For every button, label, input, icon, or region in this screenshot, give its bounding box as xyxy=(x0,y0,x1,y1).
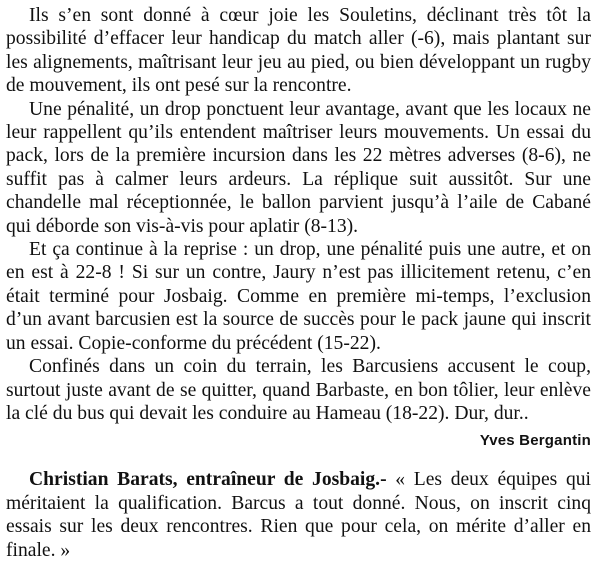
quote-block xyxy=(6,468,591,562)
article-paragraph-4: Confinés dans un coin du terrain, les Barcusiens accusent le coup, surtout juste avant de se quitter, quand Barbaste, en bon tôlier, leur enlève la clé du bus qui devait les conduire au Hameau (18-22). Dur, dur.. xyxy=(6,356,591,424)
article-paragraph-3: Et ça continue à la reprise : un drop, une pénalité puis une autre, et on en est à 22-8 ! Si sur un contre, Jaury n’est pas illicitement retenu, c’en était terminé pour Josbaig. Comme en première mi-temps, l’exclusion d’un avant barcusien est la source de succès pour le pack jaune qui inscrit un essai. Copie-conforme du précédent (15-22). xyxy=(6,239,591,354)
quote-speaker: Christian Barats, entraîneur de Josbaig.- xyxy=(29,469,387,491)
quote-paragraph xyxy=(6,468,591,562)
article xyxy=(6,4,591,562)
quote-text: « Les deux équipes qui méritaient la qualification. Barcus a tout donné. Nous, on inscrit cinq essais sur les deux rencontres. Rien que pour cela, on mérite d’aller en finale. » xyxy=(6,469,591,561)
author-signature: Yves Bergantin xyxy=(479,432,591,450)
article-paragraph-1: Ils s’en sont donné à cœur joie les Souletins, déclinant très tôt la possibilité d’effacer leur handicap du match aller (-6), mais plantant sur les alignements, maîtrisant leur jeu au pied, ou bien développant un rugby de mouvement, ils ont pesé sur la rencontre. xyxy=(6,5,591,97)
article-paragraph-2: Une pénalité, un drop ponctuent leur avantage, avant que les locaux ne leur rappellent qu’ils entendent maîtriser leurs mouvements. Un essai du pack, lors de la première incursion dans les 22 mètres adverses (8-6), ne suffit pas à calmer leurs ardeurs. La réplique suit aussitôt. Sur une chandelle mal réceptionnée, le ballon parvient jusqu’à l’aile de Cabané qui déborde son vis-à-vis pour aplatir (8-13). xyxy=(6,98,591,237)
